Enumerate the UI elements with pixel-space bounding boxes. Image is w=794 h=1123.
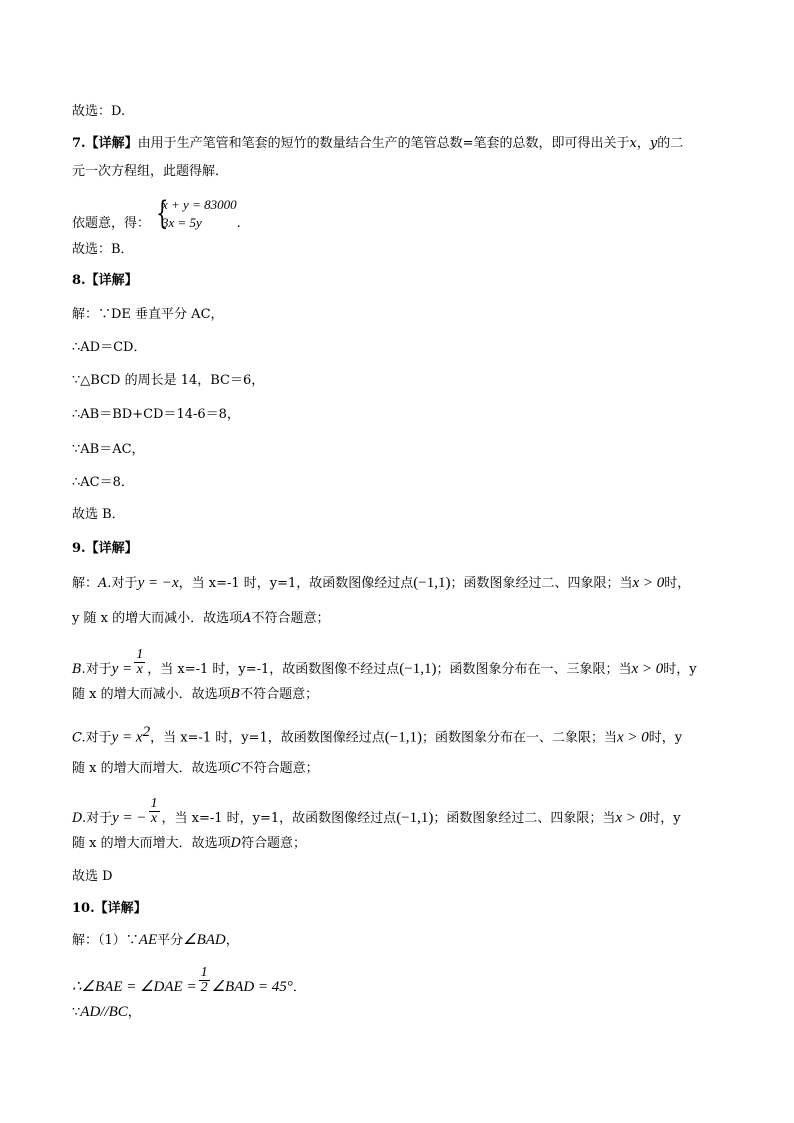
q8-line-5: ∵AB＝AC，	[72, 442, 145, 457]
fraction-one-half: $\frac{1}{2}$	[200, 965, 208, 995]
q10-line-2: ∴∠BAE = ∠DAE = $\frac{1}{2}$ ∠BAD = 45°．	[72, 965, 306, 995]
q7-line-3: 依题意，得： { x + y = 83000 3x = 5y .	[72, 194, 241, 232]
q8-line-1: 解：∵DE 垂直平分 AC，	[72, 307, 224, 322]
q8-line-3: ∵△BCD 的周长是 14，BC＝6，	[72, 373, 265, 388]
q10-heading: 10.【详解】	[72, 901, 147, 916]
q8-line-4: ∴AB＝BD+CD＝14-6＝8，	[72, 407, 240, 422]
q7-line-2: 元一次方程组，此题得解．	[72, 164, 229, 179]
q8-answer: 故选 B．	[72, 507, 125, 522]
q9-c-line-1: C.对于$y = x^2$，当 x=-1 时，y=1，故函数图像经过点(−1,1)；函数图象分布在一、二象限；当x > 0时，y	[72, 724, 683, 746]
fraction-one-over-x: $\frac{1}{x}$	[136, 647, 144, 677]
q9-heading: 9.【详解】	[72, 541, 138, 556]
equation-system: { x + y = 83000 3x = 5y	[156, 194, 237, 232]
q8-heading: 8.【详解】	[72, 273, 138, 288]
q7-line-1: 7.【详解】由用于生产笔管和笔套的短竹的数量结合生产的笔管总数=笔套的总数，即可得出关于x，y的二	[72, 136, 684, 151]
fraction-one-over-x: $\frac{1}{x}$	[150, 796, 158, 826]
q9-d-line-2: 随 x 的增大而增大．故选项D符合题意；	[72, 836, 307, 851]
q8-line-6: ∴AC＝8．	[72, 475, 134, 490]
q10-line-3: ∵AD//BC，	[72, 1004, 141, 1020]
q9-c-line-2: 随 x 的增大而增大．故选项C不符合题意；	[72, 761, 319, 776]
q9-b-line-2: 随 x 的增大而减小．故选项B不符合题意；	[72, 687, 319, 702]
q7-answer: 故选：B．	[72, 242, 134, 257]
answer-line-6: 故选：D.	[72, 104, 126, 119]
q9-d-line-1: D.对于y = − $\frac{1}{x}$ ，当 x=-1 时，y=1，故函数图像经过点(−1,1)；函数图象经过二、四象限；当x > 0时，y	[72, 796, 681, 826]
q9-a-line-2: y 随 x 的增大而减小．故选项A不符合题意；	[72, 611, 330, 626]
q9-a-line-1: 解：A.对于y = −x，当 x=-1 时，y=1，故函数图像经过点(−1,1)；函数图象经过二、四象限；当x > 0时，	[72, 575, 691, 591]
q10-line-1: 解：（1）∵AE平分∠BAD，	[72, 932, 239, 948]
q9-answer: 故选 D	[72, 869, 113, 884]
q9-b-line-1: B.对于y = $\frac{1}{x}$ ，当 x=-1 时，y=-1，故函数图像不经过点(−1,1)；函数图象分布在一、三象限；当x > 0时，y	[72, 647, 697, 677]
q8-line-2: ∴AD＝CD．	[72, 340, 147, 355]
